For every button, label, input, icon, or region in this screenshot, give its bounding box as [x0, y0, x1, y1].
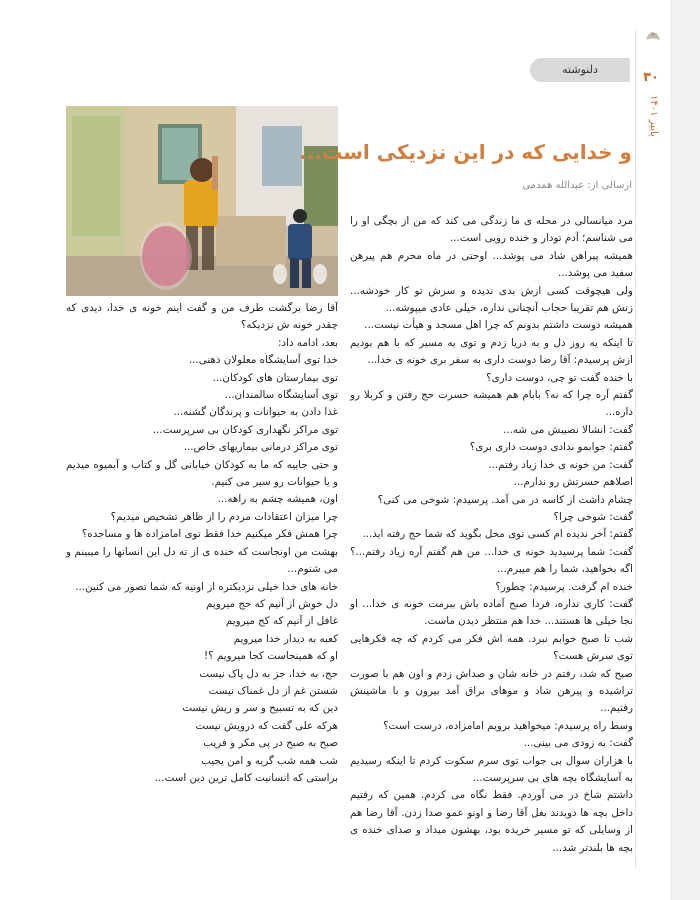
paragraph: بعد، ادامه داد: [278, 336, 338, 349]
article-photo [66, 106, 338, 296]
paragraph: صبح که شد، رفتم در خانه شان و صداش زدم و اون هم با صورت تراشیده و پیرهن شاد و موهای براق آمد بیرون و با ماشینش رفتیم... [350, 667, 633, 715]
article-title: و خدایی که در این نزدیکی است... [299, 140, 632, 164]
margin-rule [635, 30, 636, 870]
poem-line: هرکه علی گفت که درویش نیست [195, 719, 338, 732]
paragraph: خنده ام گرفت. پرسیدم: چطور؟ [495, 580, 633, 593]
closing-line: براستی که انسانیت کامل ترین دین است... [154, 771, 338, 784]
paragraph: گفت: کاری نداره، فردا صبح آماده باش ببرمت خونه ی خدا... او نجا خیلی ها هستند... خدا هم منتظر دیدن ماست. [350, 597, 633, 628]
paragraph: با هزاران سوال بی جواب توی سرم سکوت کردم تا اینکه رسیدیم به آسایشگاه بچه های بی سرپرست... [350, 754, 633, 784]
poem-line: شب همه شب گریه و امن یجیب [201, 754, 338, 767]
paragraph: تا اینکه یه روز دل و به دریا زدم و توی یه مسیر که با هم بودیم ازش پرسیدم: آقا رضا دوست داری به سفر بری خونه ی خدا... [350, 336, 633, 367]
paragraph: وسط راه پرسیدم: میخواهید برویم امامزاده، درست است؟ [383, 719, 633, 732]
paragraph: چرا میزان اعتقادات مردم را از ظاهر تشخیص میدیم؟ [110, 510, 338, 523]
paragraph: چشام داشت از کاسه در می آمد. پرسیدم: شوخی می کنی؟ [377, 493, 633, 506]
paragraph: خانه های خدا خیلی نزدیکتره از اونیه که شما تصور می کنین... [75, 580, 338, 593]
poem-line: دل خوش از آنیم که حج میرویم [206, 597, 338, 610]
poem-line: کعبه به دیدار خدا میرویم [233, 632, 338, 645]
article-body-right-column [350, 213, 633, 857]
paragraph: چرا همش فکر میکنیم خدا فقط توی امامزاده ها و مساجده؟ [81, 528, 338, 541]
article-byline: ارسالی از: عبدالله همدمی [522, 180, 632, 191]
paragraph: گفت: شوخی چرا؟ [553, 510, 633, 523]
issue-date: پاییز ۱۴۰۱ [648, 95, 659, 137]
paragraph: گفت: به زودی می بینی... [523, 737, 633, 750]
paragraph: آقا رضا برگشت طرف من و گفت اینم خونه ی خدا، دیدی که چقدر خونه ش نزدیکه؟ [66, 302, 338, 332]
paragraph: مرد میانسالی در محله ی ما زندگی می کند که من از بچگی او را می شناسم؛ آدم تودار و خنده رویی است... [350, 215, 633, 245]
paragraph: اصلاهم حسرتش رو ندارم... [513, 476, 633, 489]
paragraph: گفت: شما پرسیدید خونه ی خدا... من هم گفتم آره زیاد رفتم...؟ اگه بخواهید، شما را هم میبرم... [350, 545, 633, 576]
paragraph: ولی هیچوقت کسی ازش بدی ندیده و سرش تو کار خودشه... زنش هم تقریبا حجاب آنچنانی نداره، خیلی عادی میپوشه... [350, 284, 633, 315]
magazine-logo-icon [644, 28, 662, 44]
paragraph: همیشه پیراهن شاد می پوشد... اوحتی در ماه محرم هم پیرهن سفید می پوشد... [350, 249, 633, 280]
poem-line: صبح به صبح در پی مکر و فریب [203, 737, 338, 750]
page-number: ۳۰ [643, 70, 659, 85]
page-edge-strip [670, 0, 700, 900]
paragraph: بهشت من اونجاست که خنده ی از ته دل این انسانها را میبینم و می شنوم... [66, 545, 338, 576]
poem-line: غافل از آنیم که کج میرویم [225, 615, 338, 628]
paragraph: گفتم: آخر ندیده ام کسی توی محل بگوید که شما حج رفته اید... [362, 528, 633, 541]
paragraph: اون، همیشه چشم به راهه... [217, 493, 338, 506]
paragraph: توی مراکز نگهداری کودکان بی سرپرست... [152, 423, 338, 436]
paragraph: همیشه دوست داشتم بدونم که چرا اهل مسجد و هیأت نیست... [364, 319, 633, 332]
poem-line: دین که به تسبیح و سر و ریش نیست [182, 702, 338, 715]
poem-line: او که همینجاست کجا میرویم ؟! [203, 650, 338, 663]
paragraph: توی آسایشگاه سالمندان... [224, 389, 338, 402]
article-body-left-column [66, 300, 338, 787]
paragraph: داشتم شاخ در می آوردم. فقط نگاه می کردم. همین که رفتیم داخل بچه ها دویدند بغل آقا رضا و اونو عمو صدا زدن. آقا رضا هم از وسایلی که تو مسیر خریده بود، بهشون میداد و صدای خنده ی بچه ها بلندتر شد... [350, 789, 633, 854]
paragraph: گفتم آره چرا که نه؟ بابام هم همیشه حسرت حج رفتن و کربلا رو داره... [350, 389, 633, 419]
paragraph: غذا دادن به حیوانات و پرندگان گشنه... [173, 406, 338, 419]
poem-line: حج، به خدا، جز به دل پاک نیست [199, 667, 338, 680]
poem-line: شستن غم از دل غمناک نیست [208, 684, 338, 697]
paragraph: گفت: من خونه ی خدا زیاد رفتم... [488, 458, 633, 471]
paragraph: توی مراکز درمانی بیماریهای خاص... [183, 441, 338, 454]
paragraph: و حتی جاییه که ما به کودکان خیابانی گل و کتاب و آبمیوه میدیم و یا حیوانات رو سیر می کنیم. [66, 458, 338, 489]
paragraph: توی بیمارستان های کودکان... [212, 371, 338, 384]
section-tab: دلنوشته [530, 58, 630, 82]
paragraph: خدا توی آسایشگاه معلولان ذهنی... [188, 354, 338, 367]
paragraph: گفتم: جوابمو ندادی دوست داری بری؟ [469, 441, 633, 454]
paragraph: شب تا صبح خوابم نبرد. همه اش فکر می کردم که چه فکرهایی توی سرش هست؟ [350, 632, 633, 663]
paragraph: گفت: انشالا نصیبش می شه... [503, 423, 633, 436]
paragraph: با خنده گفت تو چی، دوست داری؟ [486, 371, 633, 384]
